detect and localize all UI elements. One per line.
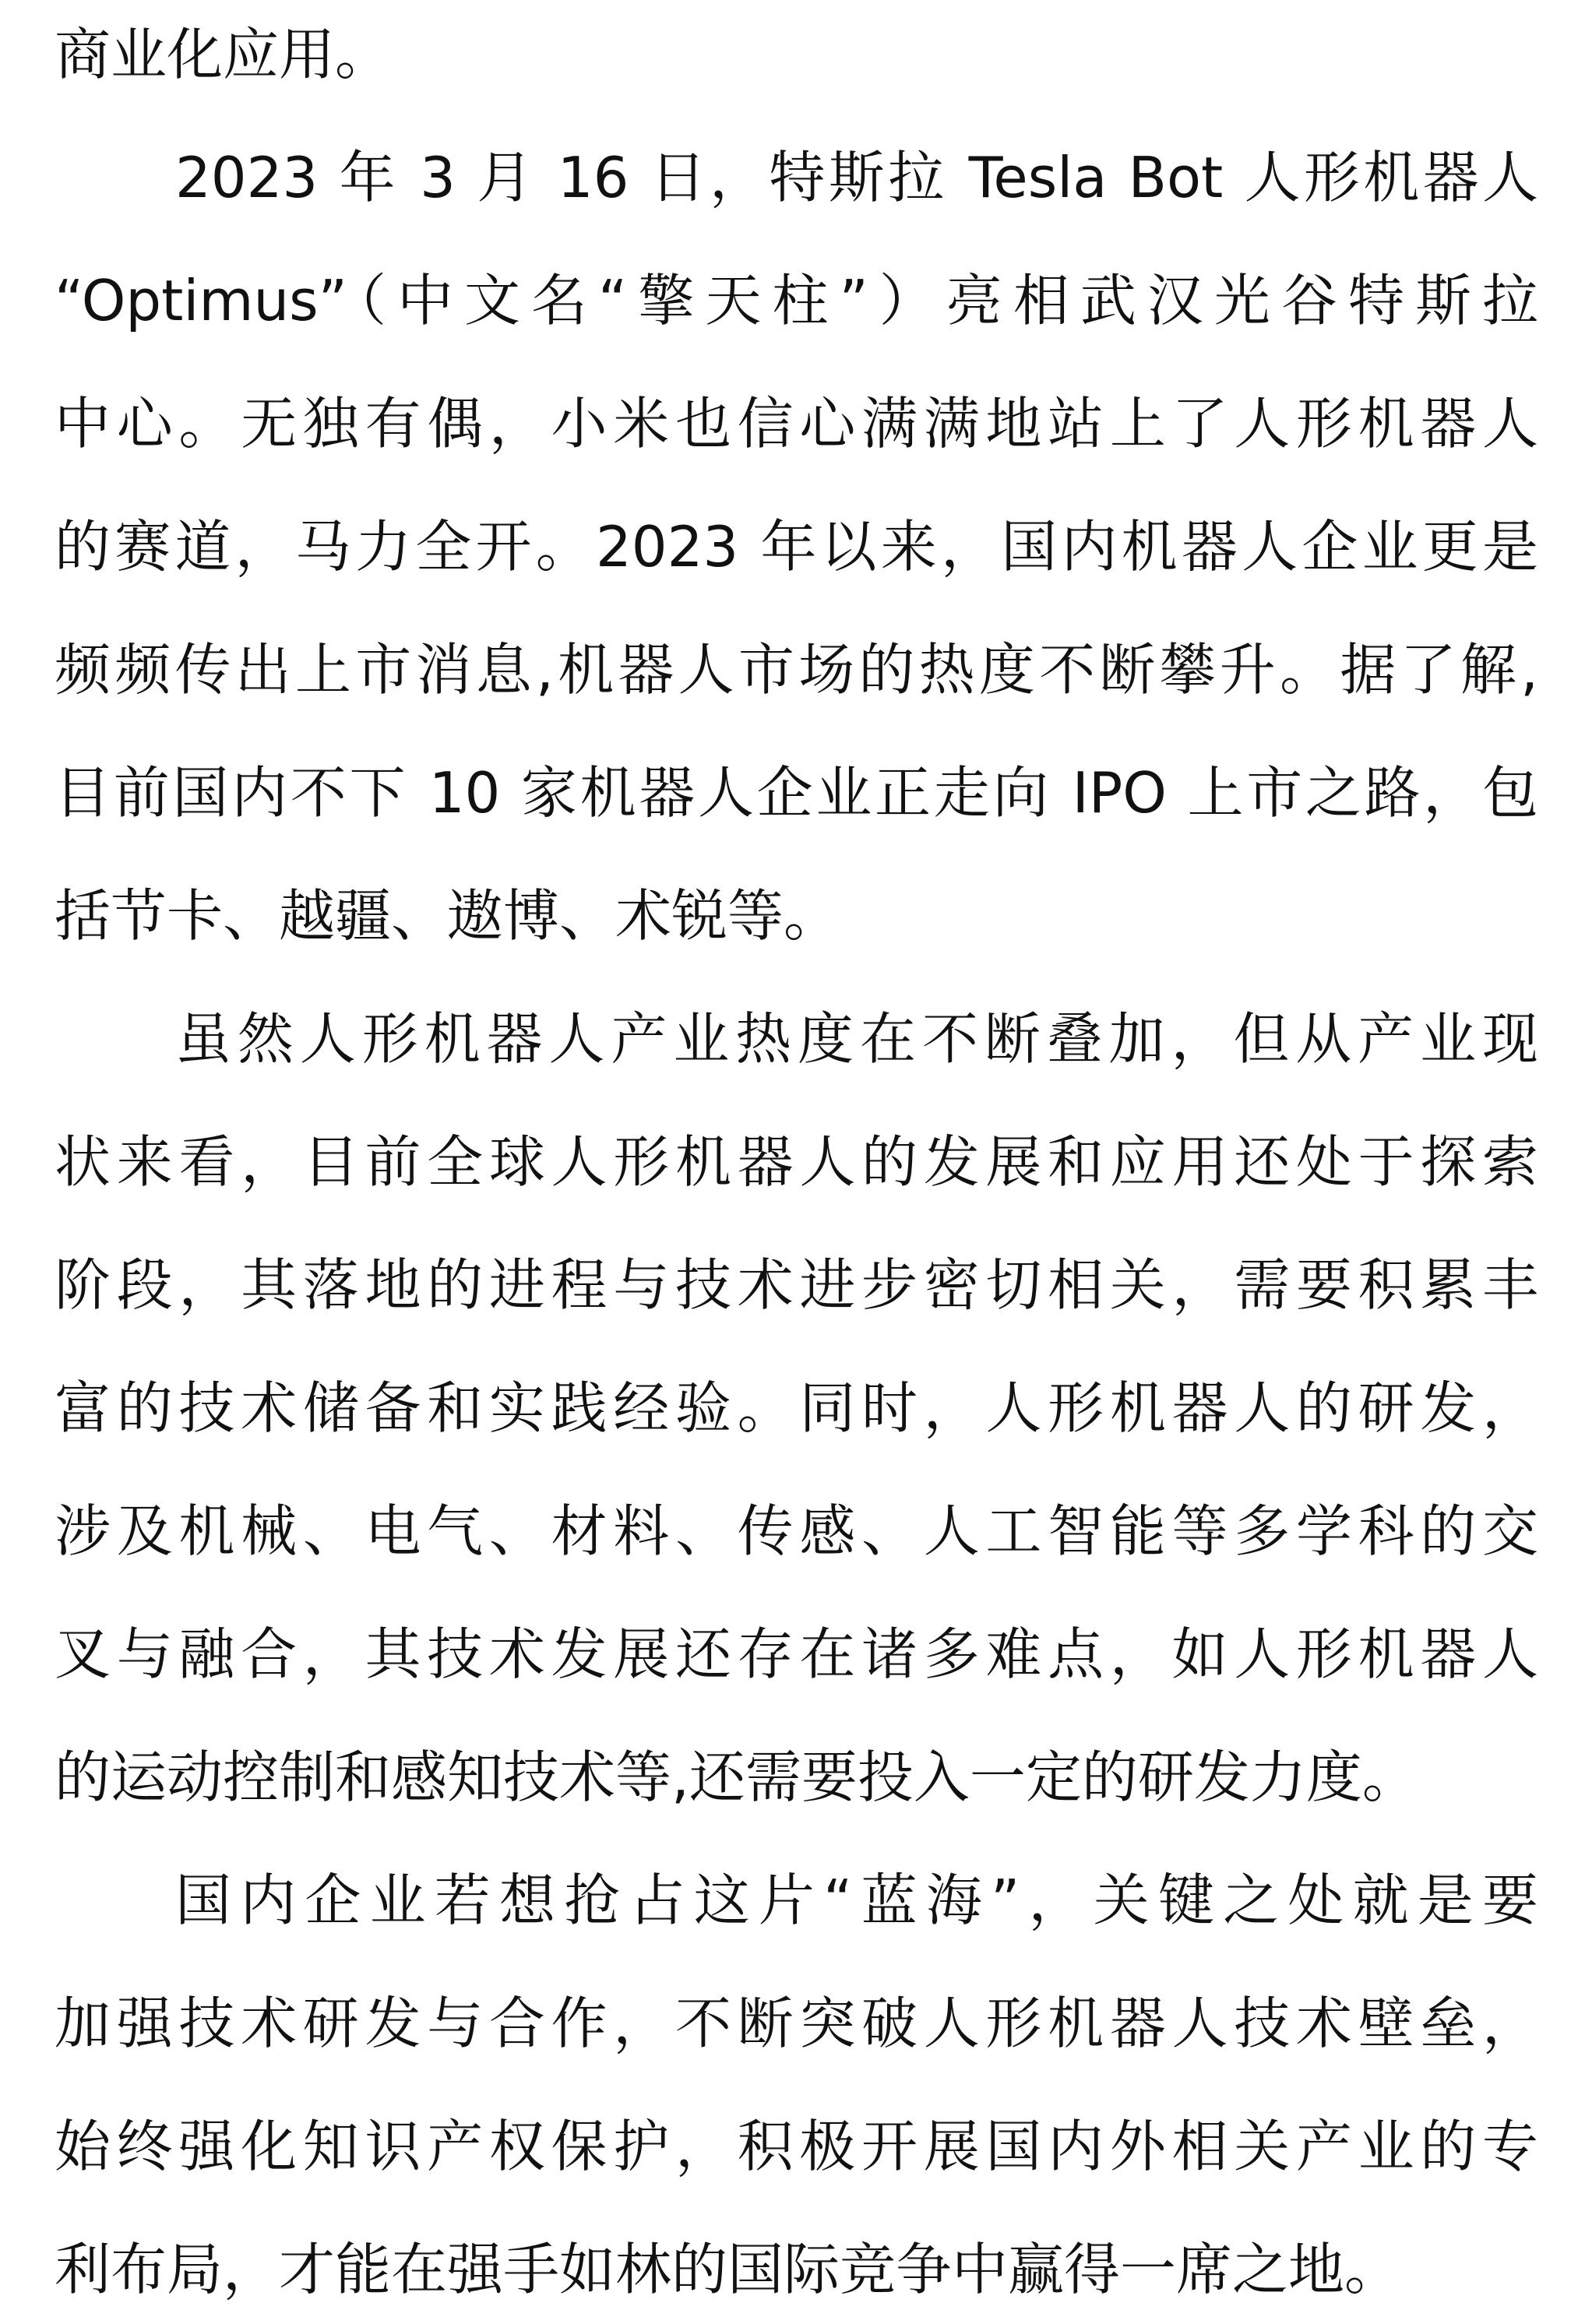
paragraph-2-line-1: 虽然人形机器人产业热度在不断叠加，但从产业现 bbox=[175, 1006, 1538, 1072]
paragraph-2-line-2: 状来看，目前全球人形机器人的发展和应用还处于探索 bbox=[55, 1129, 1538, 1195]
paragraph-1-line-4: 的赛道，马力全开。2023 年以来，国内机器人企业更是 bbox=[55, 514, 1538, 579]
text-line-1: 商业化应用。 bbox=[55, 22, 392, 87]
paragraph-2-line-7: 的运动控制和感知技术等,还需要投入一定的研发力度。 bbox=[55, 1745, 1418, 1810]
paragraph-3-line-3: 始终强化知识产权保护，积极开展国内外相关产业的专 bbox=[55, 2114, 1538, 2179]
paragraph-3-line-1: 国内企业若想抢占这片“蓝海”，关键之处就是要 bbox=[175, 1868, 1538, 1933]
paragraph-1-line-1: 2023 年 3 月 16 日，特斯拉 Tesla Bot 人形机器人 bbox=[175, 145, 1538, 210]
paragraph-2-line-3: 阶段，其落地的进程与技术进步密切相关，需要积累丰 bbox=[55, 1252, 1538, 1318]
paragraph-2-line-5: 涉及机械、电气、材料、传感、人工智能等多学科的交 bbox=[55, 1498, 1538, 1564]
paragraph-1-line-5: 频频传出上市消息,机器人市场的热度不断攀升。据了解, bbox=[55, 637, 1538, 702]
paragraph-2-line-6: 叉与融合，其技术发展还存在诸多难点，如人形机器人 bbox=[55, 1622, 1538, 1687]
paragraph-2-line-4: 富的技术储备和实践经验。同时，人形机器人的研发， bbox=[55, 1375, 1538, 1441]
paragraph-3-line-2: 加强技术研发与合作，不断突破人形机器人技术壁垒， bbox=[55, 1991, 1538, 2056]
paragraph-1-line-2: “Optimus”（中文名“擎天柱”）亮相武汉光谷特斯拉 bbox=[55, 268, 1538, 333]
paragraph-1-line-6: 目前国内不下 10 家机器人企业正走向 IPO 上市之路，包 bbox=[55, 760, 1538, 826]
paragraph-3-line-4: 利布局，才能在强手如林的国际竞争中赢得一席之地。 bbox=[55, 2237, 1401, 2302]
paragraph-1-line-7: 括节卡、越疆、遨博、术锐等。 bbox=[55, 883, 840, 949]
paragraph-1-line-3: 中心。无独有偶，小米也信心满满地站上了人形机器人 bbox=[55, 391, 1538, 456]
